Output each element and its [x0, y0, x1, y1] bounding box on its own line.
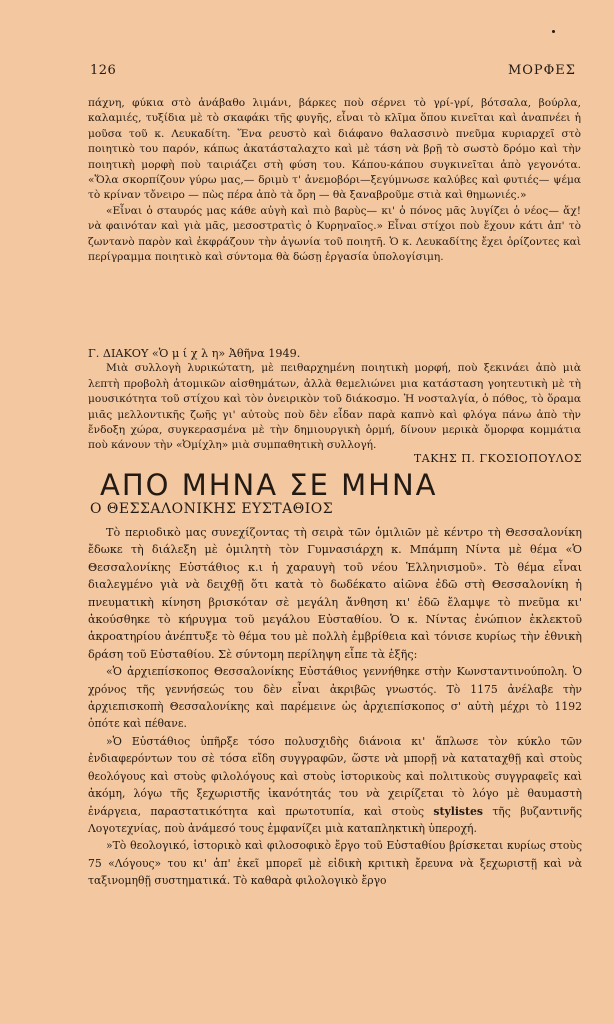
article-paragraph — [88, 733, 582, 837]
text-run: »Ὁ Εὐστάθιος ὑπῆρξε τόσο πολυσχιδὴς διάνοια κι' ἅπλωσε τὸν κύκλο τῶν ἐνδιαφερόντων του σὲ τόσα εἴδη συγγραφῶν, ὥστε νὰ μπορῇ νὰ καταταχθῇ καὶ στοὺς θεολόγους καὶ στοὺς φιλολόγους καὶ στοὺς ἱστορικοὺς καὶ πολιτικοὺς συγγραφεῖς καὶ ἀκόμη, λόγω τῆς ξεχωριστῆς ἱκανότητάς του νὰ χειρίζεται τὸ λόγο μὲ θαυμαστὴ ἐνάργεια, παραστατικότητα καὶ πρωτοτυπία, καὶ στοὺς — [88, 734, 582, 818]
review-paragraph: «Εἶναι ὁ σταυρός μας κάθε αὐγὴ καὶ πιὸ βαρὺς— κι' ὁ πόνος μᾶς λυγίζει ὁ νέος— ἄχ! νὰ φαινόταν καὶ γιὰ μᾶς, μεσοστρατὶς ὁ Κυρηναῖος.» Εἶναι στίχοι ποὺ ἔχουν κάτι ἀπ' τὸ ζωντανὸ παρὸν καὶ ἐκφράζουν τὴν ἀγωνία τοῦ ποιητῆ. Ὁ κ. Λευκαδίτης ἔχει ὁρίζοντες καὶ περίγραμμα ποιητικὸ καὶ σύντομα θὰ δώσῃ ἐργασία ὑπολογίσιμη. — [88, 204, 581, 264]
journal-title: ΜΟΡΦΕΣ — [507, 63, 576, 78]
review-paragraph: πάχνη, φύκια στὸ ἀνάβαθο λιμάνι, βάρκες ποὺ σέρνει τὸ γρί-γρί, βότσαλα, βούρλα, καλαμιές, τυξίδια μὲ τὸ σκαφάκι τῆς φυγῆς, εἶναι τὸ κλῖμα ὅπου κινεῖται καὶ ἀναπνέει ἡ μοῦσα τοῦ κ. Λευκαδίτη. Ἕνα ρευστὸ καὶ διάφανο θαλασσινὸ πνεῦμα κυριαρχεῖ στὸ ποιητικὸ του παρόν, κάπως ἀκατάσταλαχτο καὶ μὲ τάση νὰ βρῇ τὸ σωστὸ δρόμο καὶ τὴν ποιητικὴ μορφὴ ποὺ ταιριάζει στὴ φύση του. Κάπου-κάπου συγκινεῖται ἀπὸ γεγονότα. «Ὅλα σκορπίζουν γύρω μας,— δριμὺ τ' ἀνεμοβόρι—ξεγύμνωσε καλύβες καὶ φυτιές— ψέμα τὸ κρίναν τὄνειρο — πὼς πέρα ἀπὸ τὰ ὄρη — θὰ ξαναβροῦμε στιὰ καὶ θημωνιές.» — [88, 97, 581, 202]
page-header — [90, 63, 576, 83]
review-heading: Γ. ΔΙΑΚΟΥ «Ὁ μ ί χ λ η» Ἀθῆνα 1949. — [88, 347, 301, 360]
article-paragraph: »Τὸ θεολογικό, ἱστορικὸ καὶ φιλοσοφικὸ ἔργο τοῦ Εὐσταθίου βρίσκεται κυρίως στοὺς 75 «Λόγους» του κι' ἀπ' ἐκεῖ μπορεῖ μὲ εἰδικὴ κριτικὴ ἔρευνα νὰ ξεχωριστῇ καὶ νὰ ταξινομηθῇ συστηματικά. Τὸ καθαρὰ φιλολογικὸ ἔργο — [88, 839, 582, 888]
text-run: τῆς βυζαντινῆς Λογοτεχνίας, ποὺ ἀνάμεσό τους ἐμφανίζει μιὰ καταπληκτικὴ ὑπεροχή. — [88, 804, 582, 835]
review-lefkaditis — [88, 96, 581, 265]
article-body — [88, 524, 582, 890]
review-diakou — [88, 346, 581, 454]
article-paragraph: Τὸ περιοδικὸ μας συνεχίζοντας τὴ σειρὰ τῶν ὁμιλιῶν μὲ κέντρο τὴ Θεσσαλονίκη ἔδωκε τὴ διάλεξη μὲ ὁμιλητὴ τὸν Γυμνασιάρχη κ. Μπάμπη Νίντα μὲ θέμα «Ὁ Θεσσαλονίκης Εὐστάθιος κ.ι ἡ χαραυγὴ τοῦ νέου Ἑλληνισμοῦ». Τὸ θέμα εἶναι διαλεγμένο γιὰ νὰ δειχθῇ ὅτι κατὰ τὸ δωδέκατο αἰῶνα ἐδῶ στὴ Θεσσαλονίκη ἡ πνευματικὴ κίνηση βρισκόταν σὲ μεγάλη ἄνθηση κι' ἐδῶ ἔλαμψε τὸ πνεῦμα κι' ἀκούσθηκε τὸ κήρυγμα τοῦ μεγάλου Εὐσταθίου. Ὁ κ. Νίντας ἐνώπιον ἐκλεκτοῦ ἀκροατηρίου ἀνέπτυξε τὸ θέμα του μὲ πολλὴ ἐμβρίθεια καὶ τόνισε κυρίως τὴν ἐθνικὴ δράση τοῦ Εὐσταθίου. Σὲ σύντομη περίληψη εἶπε τὰ ἑξῆς: — [88, 526, 582, 661]
ink-dot — [552, 30, 555, 33]
page-number: 126 — [90, 63, 117, 78]
section-title: ΑΠΟ ΜΗΝΑ ΣΕ ΜΗΝΑ — [100, 468, 438, 502]
review-paragraph: Μιὰ συλλογὴ λυρικώτατη, μὲ πειθαρχημένη ποιητικὴ μορφή, ποὺ ξεκινάει ἀπὸ μιὰ λεπτὴ προβολὴ ἀτομικῶν αἰσθημάτων, ἀλλὰ θεμελιώνει μια κατάσταση γοητευτικὴ μὲ τὴ μουσικότητα τοῦ στίχου καὶ τὸν ὀνειρικὸν τοῦ διάκοσμο. Ἡ νοσταλγία, ὁ πόθος, τὸ ὅραμα μιᾶς μελλοντικῆς ζωῆς γι' αὐτοὺς ποὺ δὲν εἶδαν παρὰ καπνὸ καὶ φλόγα πάνω ἀπὸ τὴν ἔνδοξη χώρα, συγκερασμένα μὲ τὴν δημιουργικὴ ὁρμή, δίνουν μερικὰ ὄμορφα κομμάτια ποὺ κάνουν τὴν «Ὀμίχλη» μιὰ συμπαθητικὴ συλλογή. — [88, 362, 581, 452]
article-paragraph: «Ὁ ἀρχιεπίσκοπος Θεσσαλονίκης Εὐστάθιος γεννήθηκε στὴν Κωνσταντινούπολη. Ὁ χρόνος τῆς γεννήσεώς του δὲν εἶναι ἀκριβῶς γνωστός. Τὸ 1175 ἀνέλαβε τὴν ἀρχιεπισκοπὴ Θεσσαλονίκης καὶ παρέμεινε ὡς ἀρχιεπίσκοπος σ' αὐτὴ μέχρι τὸ 1192 ὁπότε καὶ πέθανε. — [88, 665, 582, 731]
author-signature: ΤΑΚΗΣ Π. ΓΚΟΣΙΟΠΟΥΛΟΣ — [413, 452, 582, 465]
section-subtitle: Ο ΘΕΣΣΑΛΟΝΙΚΗΣ ΕΥΣΤΑΘΙΟΣ — [90, 501, 334, 517]
bold-term: stylistes — [433, 804, 483, 818]
